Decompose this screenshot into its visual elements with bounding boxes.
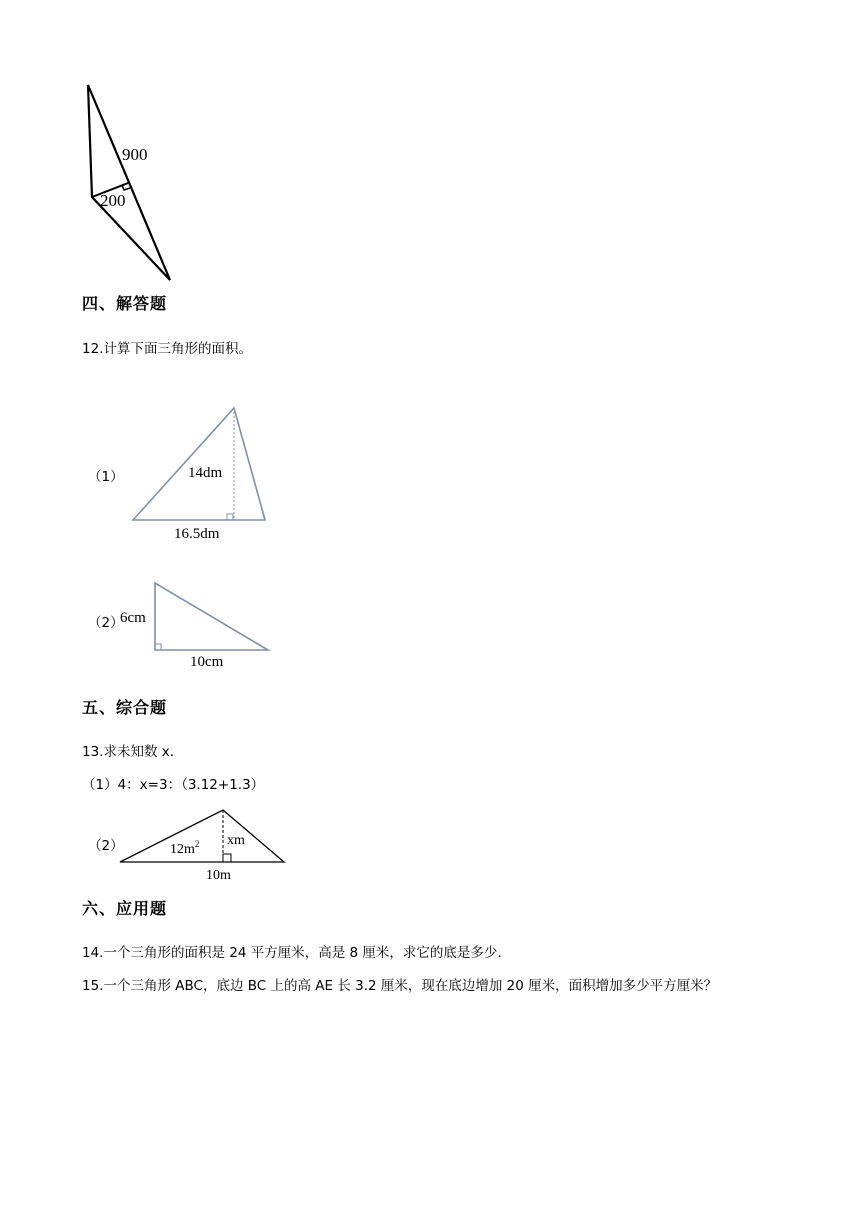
triangle-outline — [88, 85, 170, 280]
right-angle-mark — [155, 644, 161, 650]
right-angle-mark — [223, 854, 231, 862]
question-13: 13.求未知数 x. — [82, 744, 175, 760]
q13-part2-marker: （2） — [88, 838, 124, 854]
section-heading-4: 四、解答题 — [82, 294, 168, 313]
figure-top-triangle — [80, 80, 190, 290]
q13-part1: （1）4：x=3：（3.12+1.3） — [82, 777, 265, 793]
right-angle-mark — [227, 514, 233, 520]
height-label: 14dm — [188, 465, 223, 481]
q12-triangle-1 — [128, 400, 273, 545]
triangle-outline — [155, 583, 268, 650]
q12-part2-marker: （2） — [88, 615, 124, 631]
base-label: 10cm — [190, 654, 224, 670]
question-12: 12.计算下面三角形的面积。 — [82, 341, 252, 357]
section-heading-6: 六、应用题 — [82, 899, 168, 918]
label-900: 900 — [122, 145, 148, 164]
q13-triangle — [116, 805, 288, 885]
base-label: 16.5dm — [174, 526, 220, 542]
question-14: 14.一个三角形的面积是 24 平方厘米，高是 8 厘米，求它的底是多少. — [82, 945, 502, 961]
height-label: 6cm — [120, 610, 146, 626]
q12-part1-marker: （1） — [88, 469, 124, 485]
area-superscript: 2 — [194, 839, 200, 849]
triangle-outline — [133, 408, 265, 520]
base-label: 10m — [206, 868, 231, 883]
question-15: 15.一个三角形 ABC，底边 BC 上的高 AE 长 3.2 厘米，现在底边增加 20 厘米，面积增加多少平方厘米？ — [82, 978, 718, 994]
height-label: xm — [227, 833, 245, 848]
triangle-outline — [120, 810, 284, 862]
q12-triangle-2 — [118, 578, 278, 673]
label-200: 200 — [100, 191, 126, 210]
area-label: $12m^2$ — [170, 839, 200, 857]
section-heading-5: 五、综合题 — [82, 698, 168, 717]
